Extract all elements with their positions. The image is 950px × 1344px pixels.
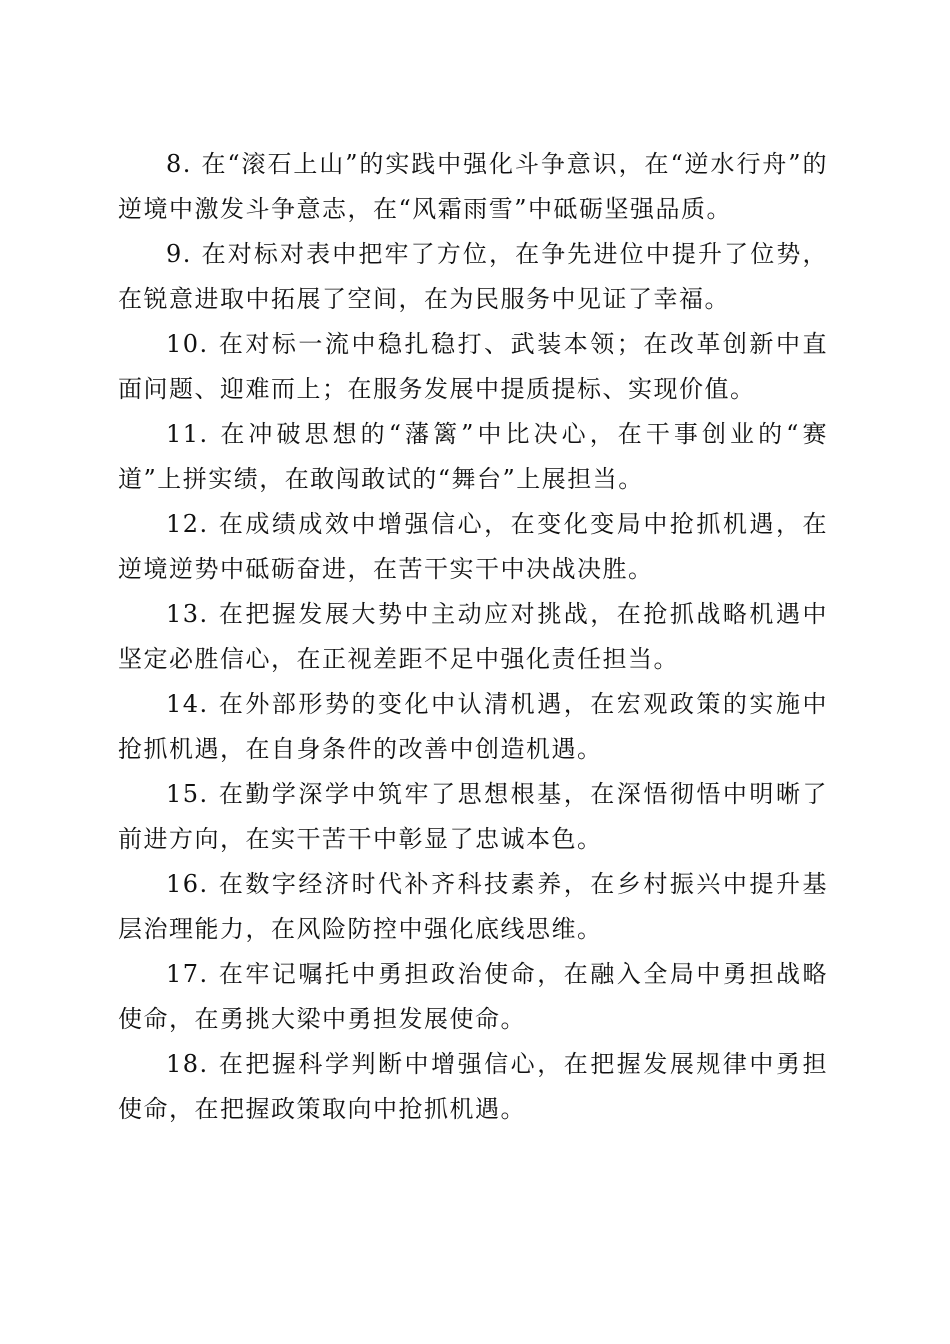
paragraph-8: 8. 在“滚石上山”的实践中强化斗争意识，在“逆水行舟”的逆境中激发斗争意志，在“风霜雨雪”中砥砺坚强品质。	[118, 150, 828, 223]
paragraph-11: 11. 在冲破思想的“藩篱”中比决心，在干事创业的“赛道”上拼实绩，在敢闯敢试的“舞台”上展担当。	[118, 420, 828, 493]
paragraph-17: 17. 在牢记嘱托中勇担政治使命，在融入全局中勇担战略使命，在勇挑大梁中勇担发展使命。	[118, 960, 828, 1033]
paragraph-14: 14. 在外部形势的变化中认清机遇，在宏观政策的实施中抢抓机遇，在自身条件的改善中创造机遇。	[118, 690, 828, 763]
document-body	[118, 142, 828, 1132]
paragraph-18: 18. 在把握科学判断中增强信心，在把握发展规律中勇担使命，在把握政策取向中抢抓机遇。	[118, 1050, 828, 1123]
paragraph-15: 15. 在勤学深学中筑牢了思想根基，在深悟彻悟中明晰了前进方向，在实干苦干中彰显了忠诚本色。	[118, 780, 828, 853]
paragraph-9: 9. 在对标对表中把牢了方位，在争先进位中提升了位势，在锐意进取中拓展了空间，在为民服务中见证了幸福。	[118, 240, 828, 313]
paragraph-10: 10. 在对标一流中稳扎稳打、武装本领；在改革创新中直面问题、迎难而上；在服务发展中提质提标、实现价值。	[118, 330, 828, 403]
paragraph-16: 16. 在数字经济时代补齐科技素养，在乡村振兴中提升基层治理能力，在风险防控中强化底线思维。	[118, 870, 828, 943]
paragraph-13: 13. 在把握发展大势中主动应对挑战，在抢抓战略机遇中坚定必胜信心，在正视差距不足中强化责任担当。	[118, 600, 828, 673]
paragraph-12: 12. 在成绩成效中增强信心，在变化变局中抢抓机遇，在逆境逆势中砥砺奋进，在苦干实干中决战决胜。	[118, 510, 828, 583]
